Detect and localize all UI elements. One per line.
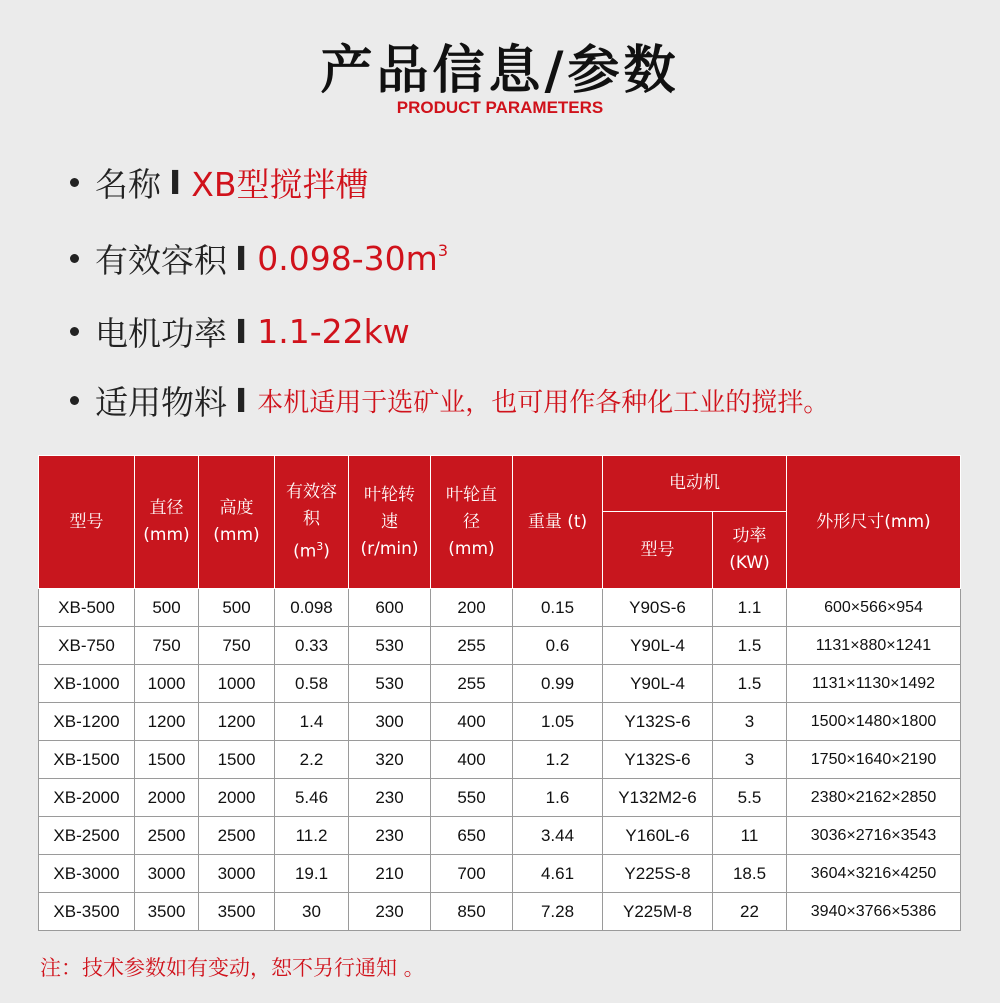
table-cell: 300 [349, 703, 431, 741]
page-title: 产品信息/参数 [320, 41, 680, 101]
header-dimensions: 外形尺寸(mm) [787, 456, 961, 589]
table-cell: 3940×3766×5386 [787, 893, 961, 931]
table-cell: 1000 [199, 665, 275, 703]
table-cell: 400 [431, 703, 513, 741]
table-cell: 230 [349, 893, 431, 931]
table-cell: 2500 [135, 817, 199, 855]
table-cell: 3036×2716×3543 [787, 817, 961, 855]
table-cell: 1.5 [713, 627, 787, 665]
table-cell: 1.2 [513, 741, 603, 779]
table-cell: 530 [349, 665, 431, 703]
spec-volume [70, 236, 448, 280]
table-cell: 0.15 [513, 589, 603, 627]
table-cell: 650 [431, 817, 513, 855]
bullet-icon [70, 254, 79, 263]
table-cell: XB-3000 [39, 855, 135, 893]
table-cell: Y90L-4 [603, 665, 713, 703]
spec-separator: I [169, 162, 182, 202]
table-cell: 600×566×954 [787, 589, 961, 627]
parameter-table [38, 455, 961, 931]
header-volume: 有效容 积 $(m^3)$ [275, 456, 349, 589]
bullet-icon [70, 396, 79, 405]
table-cell: 3000 [135, 855, 199, 893]
table-cell: XB-1500 [39, 741, 135, 779]
table-cell: XB-1000 [39, 665, 135, 703]
header-motor-power: 功率 (KW) [713, 512, 787, 589]
table-cell: 255 [431, 627, 513, 665]
table-row [39, 589, 961, 627]
table-cell: 255 [431, 665, 513, 703]
header-motor: 电动机 [603, 456, 787, 512]
spec-value [257, 239, 448, 278]
table-cell: 530 [349, 627, 431, 665]
table-row [39, 703, 961, 741]
table-cell: Y160L-6 [603, 817, 713, 855]
table-body [39, 589, 961, 931]
table-cell: 2.2 [275, 741, 349, 779]
table-cell: 210 [349, 855, 431, 893]
header-model: 型号 [39, 456, 135, 589]
table-cell: XB-2500 [39, 817, 135, 855]
table-cell: 3500 [199, 893, 275, 931]
spec-label: 电机功率 [95, 313, 227, 353]
table-cell: Y132M2-6 [603, 779, 713, 817]
table-cell: 1.4 [275, 703, 349, 741]
table-cell: 400 [431, 741, 513, 779]
table-cell: 3 [713, 703, 787, 741]
bullet-icon [70, 178, 79, 187]
table-cell: 7.28 [513, 893, 603, 931]
table-cell: Y90S-6 [603, 589, 713, 627]
table-cell: 500 [199, 589, 275, 627]
spec-separator: I [235, 238, 248, 278]
table-cell: 850 [431, 893, 513, 931]
table-cell: XB-1200 [39, 703, 135, 741]
spec-label: 有效容积 [95, 240, 227, 280]
table-row [39, 627, 961, 665]
table-cell: Y90L-4 [603, 627, 713, 665]
spec-material [70, 378, 829, 422]
table-row [39, 665, 961, 703]
spec-name [70, 160, 369, 204]
table-header-row [39, 456, 961, 512]
table-cell: 11 [713, 817, 787, 855]
table-cell: 320 [349, 741, 431, 779]
table-cell: 5.5 [713, 779, 787, 817]
table-cell: XB-750 [39, 627, 135, 665]
table-cell: 0.6 [513, 627, 603, 665]
table-cell: 1200 [135, 703, 199, 741]
table-cell: 2000 [199, 779, 275, 817]
table-cell: 1500×1480×1800 [787, 703, 961, 741]
table-cell: 5.46 [275, 779, 349, 817]
spec-value: XB型搅拌槽 [191, 164, 369, 204]
table-row [39, 779, 961, 817]
table-cell: 1500 [199, 741, 275, 779]
table-cell: 1750×1640×2190 [787, 741, 961, 779]
table-cell: 3604×3216×4250 [787, 855, 961, 893]
spec-separator: I [235, 311, 248, 351]
spec-value: 1.1-22kw [257, 311, 410, 351]
header-speed: 叶轮转 速 (r/min) [349, 456, 431, 589]
table-cell: 550 [431, 779, 513, 817]
table-cell: 500 [135, 589, 199, 627]
table-cell: 1.6 [513, 779, 603, 817]
table-cell: 1.05 [513, 703, 603, 741]
table-cell: 18.5 [713, 855, 787, 893]
table-row [39, 893, 961, 931]
table-row [39, 817, 961, 855]
table-cell: Y132S-6 [603, 703, 713, 741]
table-cell: Y225M-8 [603, 893, 713, 931]
table-cell: 30 [275, 893, 349, 931]
table-cell: 1131×1130×1492 [787, 665, 961, 703]
table-row [39, 855, 961, 893]
table-cell: 0.33 [275, 627, 349, 665]
header-weight: 重量 (t) [513, 456, 603, 589]
table-cell: 3.44 [513, 817, 603, 855]
table-cell: 4.61 [513, 855, 603, 893]
table-cell: 1131×880×1241 [787, 627, 961, 665]
table-cell: 0.99 [513, 665, 603, 703]
table-cell: XB-3500 [39, 893, 135, 931]
table-cell: XB-2000 [39, 779, 135, 817]
table-cell: 2500 [199, 817, 275, 855]
table-cell: Y132S-6 [603, 741, 713, 779]
table-cell: 1.5 [713, 665, 787, 703]
footnote: 注：技术参数如有变动，恕不另行通知 。 [40, 956, 425, 980]
table-cell: 22 [713, 893, 787, 931]
bullet-icon [70, 327, 79, 336]
table-cell: 750 [135, 627, 199, 665]
header-motor-model: 型号 [603, 512, 713, 589]
spec-value: 本机适用于选矿业，也可用作各种化工业的搅拌。 [257, 387, 830, 418]
table-cell: XB-500 [39, 589, 135, 627]
table-cell: 3500 [135, 893, 199, 931]
spec-label: 名称 [95, 164, 161, 204]
table-cell: 2000 [135, 779, 199, 817]
table-cell: 2380×2162×2850 [787, 779, 961, 817]
spec-value-text: 0.098-30m [257, 238, 438, 278]
table-cell: 1.1 [713, 589, 787, 627]
table-cell: 600 [349, 589, 431, 627]
header-diameter: 直径 (mm) [135, 456, 199, 589]
table-cell: 1000 [135, 665, 199, 703]
table-cell: Y225S-8 [603, 855, 713, 893]
table-cell: 750 [199, 627, 275, 665]
table-cell: 3000 [199, 855, 275, 893]
table-cell: 11.2 [275, 817, 349, 855]
table-cell: 230 [349, 779, 431, 817]
table-cell: 700 [431, 855, 513, 893]
spec-power [70, 309, 410, 353]
header-impeller: 叶轮直 径 (mm) [431, 456, 513, 589]
table-cell: 3 [713, 741, 787, 779]
table-cell: 230 [349, 817, 431, 855]
table-cell: 1500 [135, 741, 199, 779]
table-cell: 200 [431, 589, 513, 627]
table-cell: 19.1 [275, 855, 349, 893]
table-cell: 0.098 [275, 589, 349, 627]
table-row [39, 741, 961, 779]
table-cell: 1200 [199, 703, 275, 741]
header-height: 高度 (mm) [199, 456, 275, 589]
spec-value-sup: 3 [437, 240, 448, 260]
table-cell: 0.58 [275, 665, 349, 703]
spec-label: 适用物料 [95, 382, 227, 422]
spec-separator: I [235, 380, 248, 420]
page-subtitle: PRODUCT PARAMETERS [396, 98, 604, 117]
